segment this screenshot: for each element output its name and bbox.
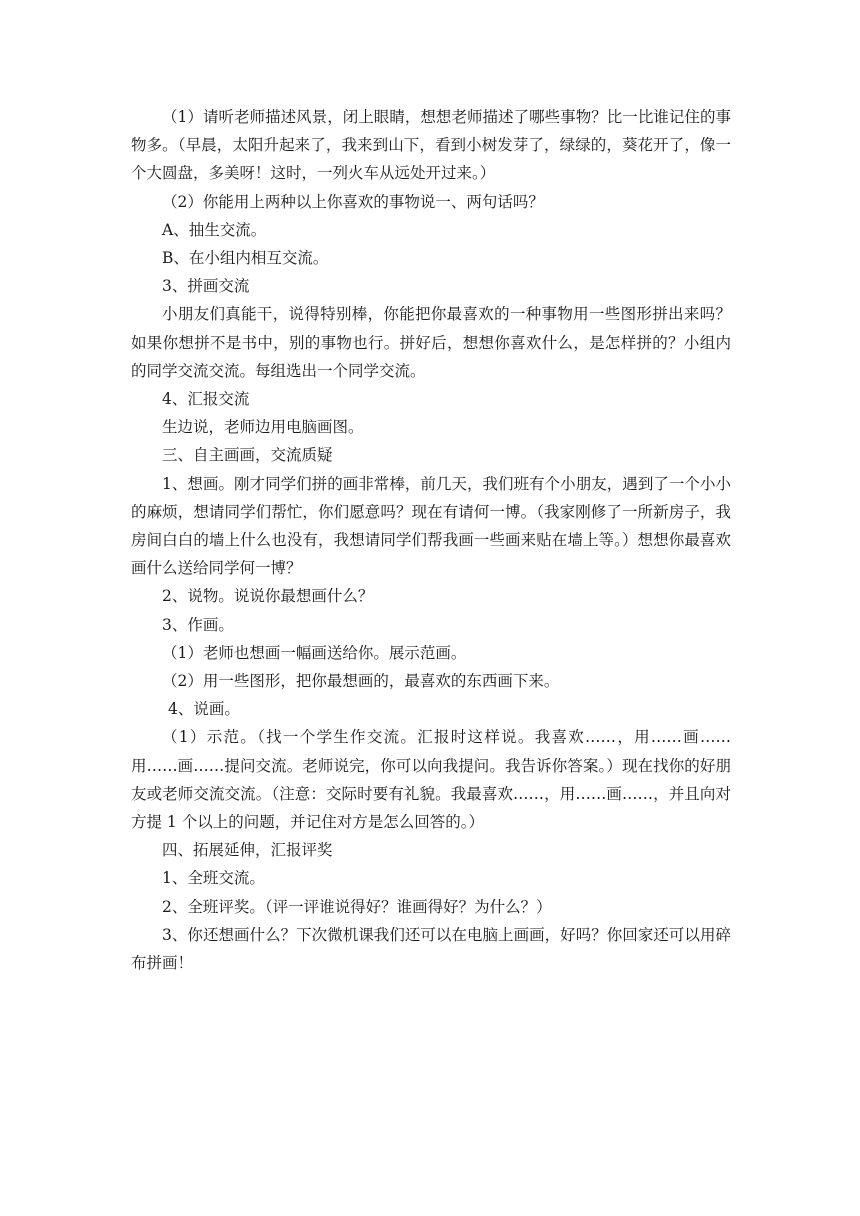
paragraph: 3、作画。 xyxy=(162,615,234,634)
paragraph: （1）老师也想画一幅画送给你。展示范画。 xyxy=(162,643,467,662)
paragraph: （2）用一些图形，把你最想画的，最喜欢的东西画下来。 xyxy=(162,672,560,691)
paragraph: 小朋友们真能干，说得特别棒，你能把你最喜欢的一种事物用一些图形拼出来吗？如果你想拼不是书中，别的事物也行。拼好后，想想你喜欢什么，是怎样拼的？小组内的同学交流交流。每组选出一个同学交流。 xyxy=(131,305,731,380)
paragraph: （1）请听老师描述风景，闭上眼睛，想想老师描述了哪些事物？比一比谁记住的事物多。（早晨，太阳升起来了，我来到山下，看到小树发芽了，绿绿的，葵花开了，像一个大圆盘，多美呀！这时，一列火车从远处开过来。） xyxy=(131,108,731,183)
section-heading: 三、自主画画，交流质疑 xyxy=(162,446,333,465)
document-body xyxy=(131,103,731,977)
section-heading: 3、拼画交流 xyxy=(162,277,250,296)
section-heading: 四、拓展延伸，汇报评奖 xyxy=(162,841,333,860)
paragraph: （2）你能用上两种以上你喜欢的事物说一、两句话吗？ xyxy=(162,192,544,211)
paragraph: 1、全班交流。 xyxy=(162,869,265,888)
paragraph: 生边说，老师边用电脑画图。 xyxy=(162,418,364,437)
paragraph: B、在小组内相互交流。 xyxy=(162,249,329,268)
paragraph: 2、说物。说说你最想画什么？ xyxy=(162,587,374,606)
section-heading: 4、汇报交流 xyxy=(162,390,250,409)
paragraph: （1）示范。（找一个学生作交流。汇报时这样说。我喜欢……，用……画……用……画……提问交流。老师说完，你可以向我提问。我告诉你答案。）现在找你的好朋友或老师交流交流。（注意：交际时要有礼貌。我最喜欢……，用……画……，并且向对方提 1 个以上的问题，并记住对方是怎么回答的。） xyxy=(131,728,731,832)
paragraph: 4、说画。 xyxy=(168,700,240,719)
paragraph: 3、你还想画什么？下次微机课我们还可以在电脑上画画，好吗？你回家还可以用碎布拼画！ xyxy=(131,925,731,973)
paragraph: 1、想画。刚才同学们拼的画非常棒，前几天，我们班有个小朋友，遇到了一个小小的麻烦，想请同学们帮忙，你们愿意吗？现在有请何一博。（我家刚修了一所新房子，我房间白白的墙上什么也没有，我想请同学们帮我画一些画来贴在墙上等。）想想你最喜欢画什么送给同学何一博？ xyxy=(131,474,731,578)
paragraph: 2、全班评奖。（评一评谁说得好？谁画得好？为什么？） xyxy=(162,897,552,916)
paragraph: A、抽生交流。 xyxy=(162,220,267,239)
